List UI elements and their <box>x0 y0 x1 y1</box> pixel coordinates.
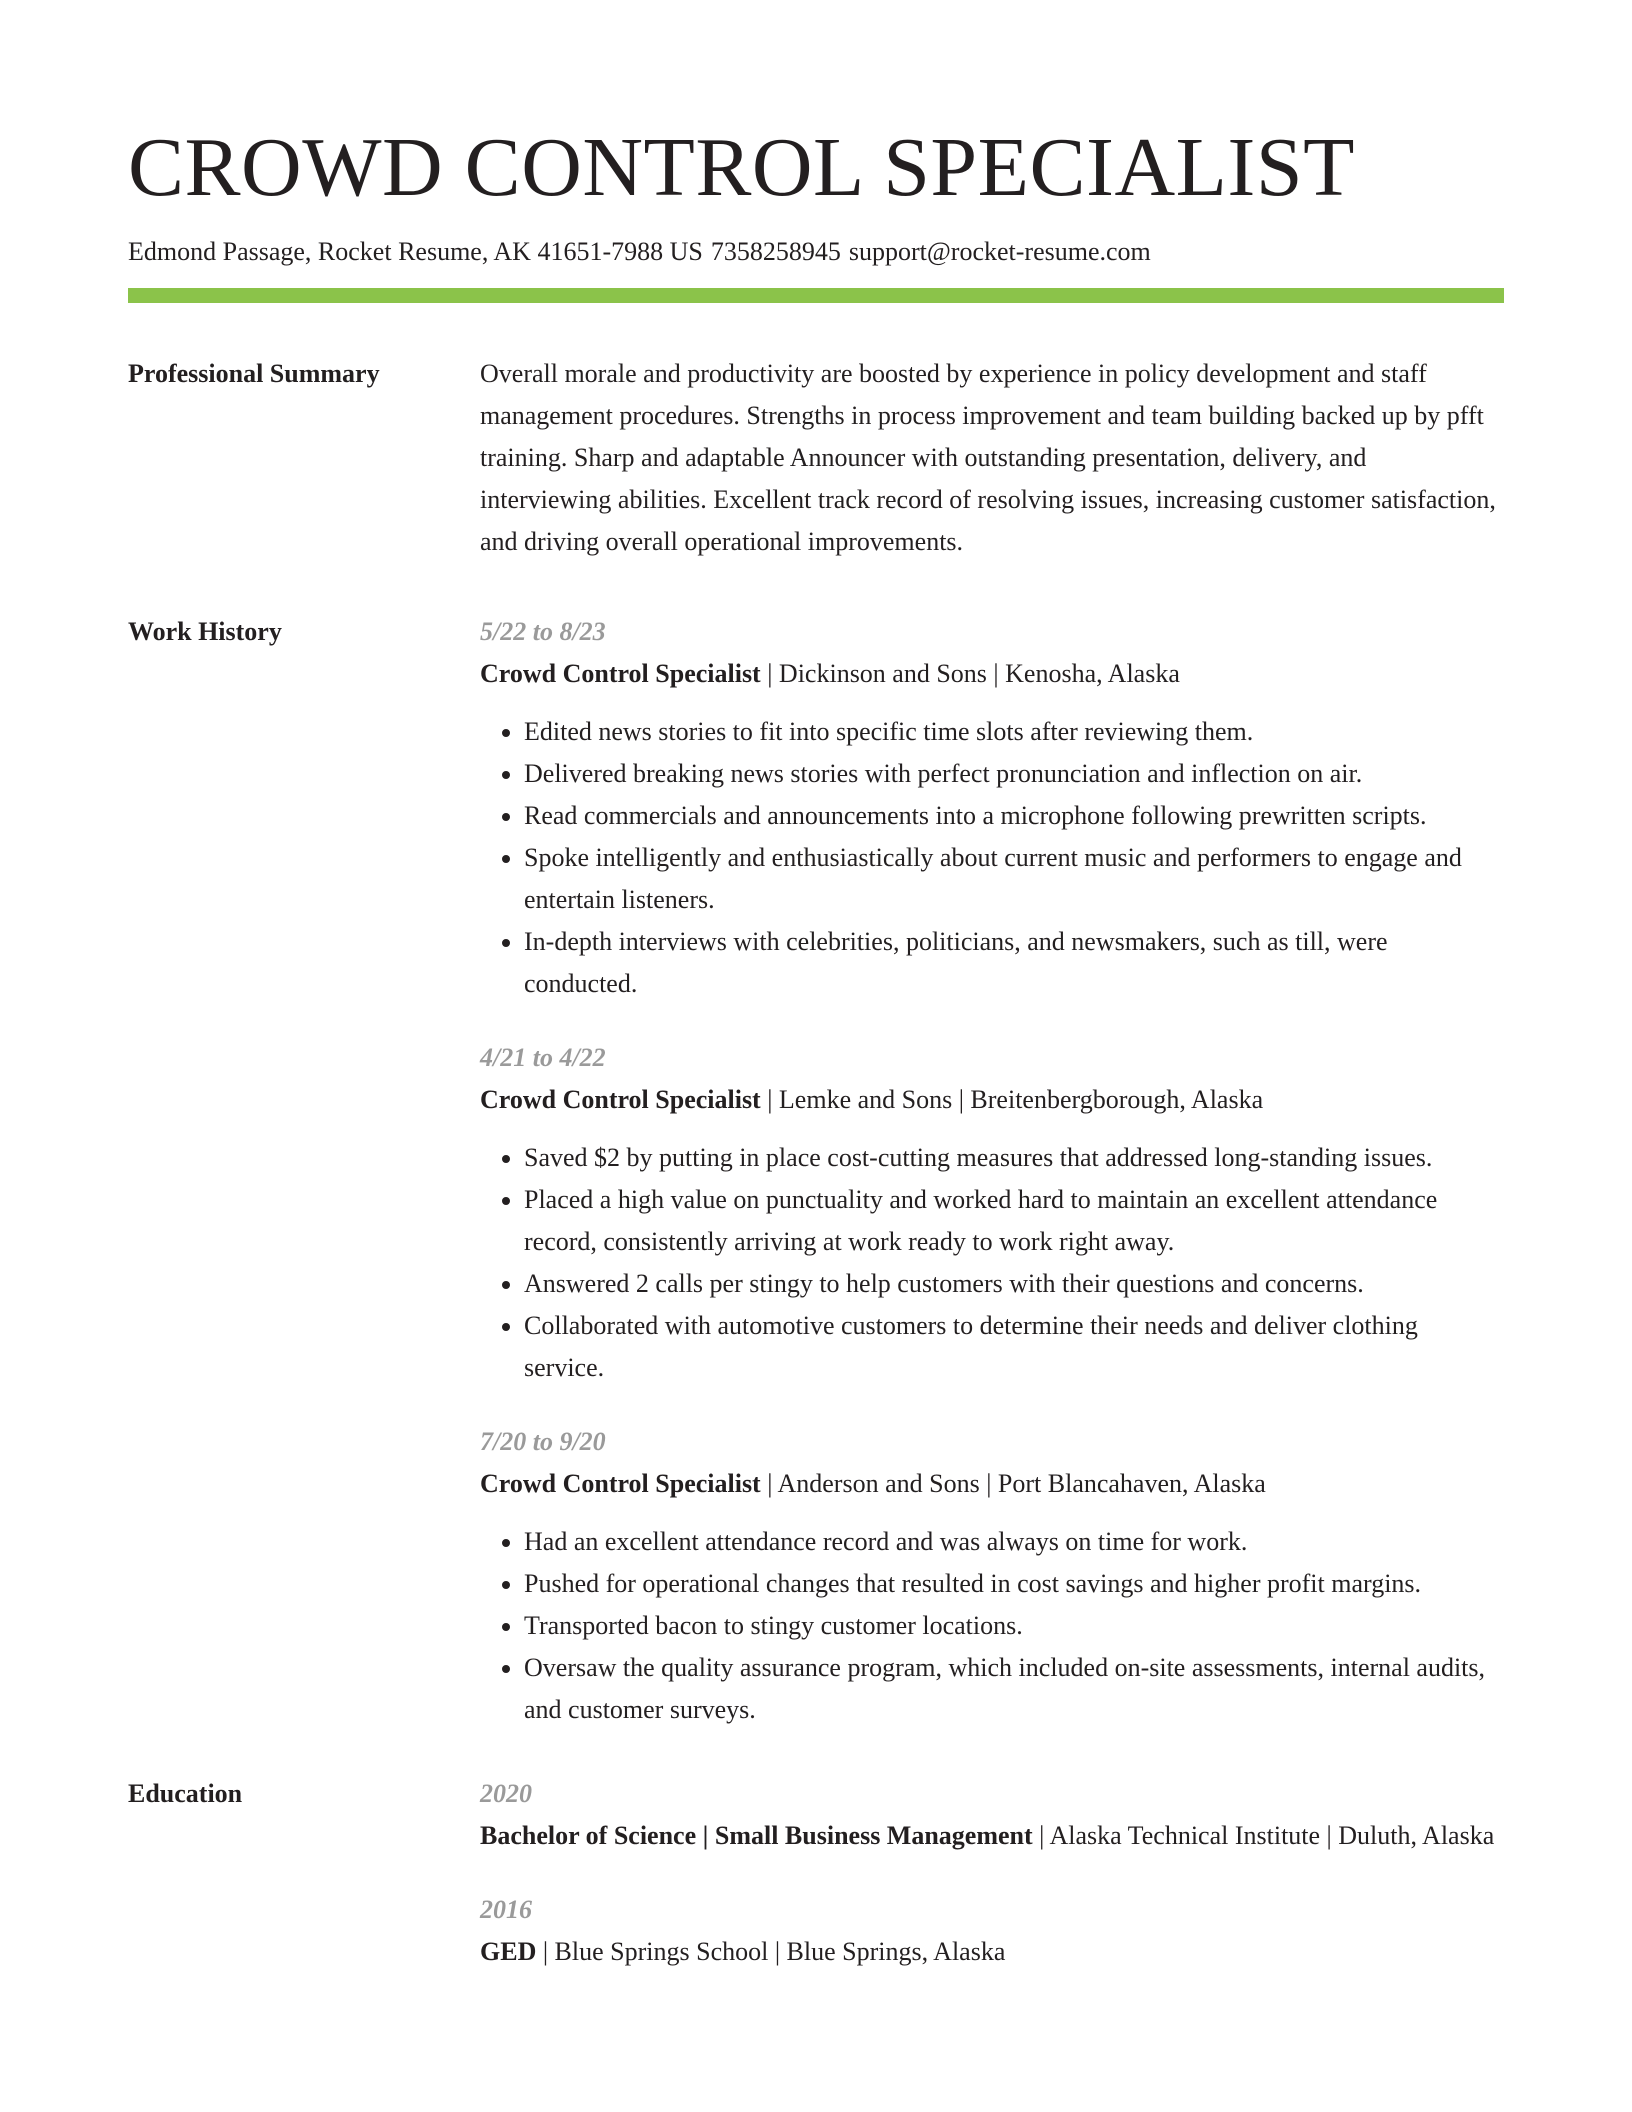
job-employer-location: | Lemke and Sons | Breitenbergborough, Alaska <box>760 1085 1264 1114</box>
job-employer-location: | Dickinson and Sons | Kenosha, Alaska <box>760 659 1180 688</box>
list-item: • Answered 2 calls per stingy to help customers with their questions and concerns. <box>524 1263 1504 1305</box>
job-employer-location: | Anderson and Sons | Port Blancahaven, Alaska <box>760 1469 1266 1498</box>
job-role: Crowd Control Specialist <box>480 1085 761 1114</box>
resume-page <box>128 118 1504 1973</box>
list-item: • Oversaw the quality assurance program, which included on-site assessments, internal audits, and customer surveys. <box>524 1647 1504 1731</box>
header-divider <box>128 288 1504 303</box>
education-school-location: | Alaska Technical Institute | Duluth, Alaska <box>1032 1821 1495 1850</box>
job-dates: 5/22 to 8/23 <box>480 617 606 646</box>
contact-line <box>128 234 1504 270</box>
education-line <box>480 1815 1504 1857</box>
job-bullet-list <box>480 1137 1504 1389</box>
job-entry <box>480 1421 1504 1731</box>
work-history-body <box>480 611 1504 1731</box>
job-title-line <box>480 1463 1504 1505</box>
job-dates: 4/21 to 4/22 <box>480 1043 606 1072</box>
education-degree: GED <box>480 1937 537 1966</box>
list-item: • Pushed for operational changes that resulted in cost savings and higher profit margins. <box>524 1563 1504 1605</box>
job-role: Crowd Control Specialist <box>480 1469 761 1498</box>
education-degree: Bachelor of Science | Small Business Management <box>480 1821 1033 1850</box>
summary-section <box>128 353 1504 563</box>
summary-body <box>480 353 1504 563</box>
list-item: • Had an excellent attendance record and was always on time for work. <box>524 1521 1504 1563</box>
section-title-summary: Professional Summary <box>128 359 380 388</box>
education-line <box>480 1931 1504 1973</box>
list-item: • Transported bacon to stingy customer locations. <box>524 1605 1504 1647</box>
education-year: 2020 <box>480 1779 532 1808</box>
contact-email: support@rocket-resume.com <box>848 237 1151 266</box>
job-entry <box>480 1037 1504 1389</box>
page-title: CROWD CONTROL SPECIALIST <box>128 121 1355 214</box>
education-year: 2016 <box>480 1895 532 1924</box>
education-section <box>128 1773 1504 1973</box>
list-item: • Read commercials and announcements into a microphone following prewritten scripts. <box>524 795 1504 837</box>
list-item: • In-depth interviews with celebrities, politicians, and newsmakers, such as till, were conducted. <box>524 921 1504 1005</box>
list-item: • Spoke intelligently and enthusiastically about current music and performers to engage and entertain listeners. <box>524 837 1504 921</box>
job-bullet-list <box>480 1521 1504 1731</box>
job-title-line <box>480 1079 1504 1121</box>
summary-text: Overall morale and productivity are boosted by experience in policy development and staff management procedures. Strengths in process improvement and team building backed up by pfft training. Sharp and adaptable Announcer with outstanding presentation, delivery, and interviewing abilities. Excellent track record of resolving issues, increasing customer satisfaction, and driving overall operational improvements. <box>480 359 1496 556</box>
job-bullet-list <box>480 711 1504 1005</box>
education-entry <box>480 1889 1504 1973</box>
list-item: • Delivered breaking news stories with perfect pronunciation and inflection on air. <box>524 753 1504 795</box>
job-title-line <box>480 653 1504 695</box>
work-history-section <box>128 611 1504 1731</box>
list-item: • Saved $2 by putting in place cost-cutting measures that addressed long-standing issues. <box>524 1137 1504 1179</box>
job-role: Crowd Control Specialist <box>480 659 761 688</box>
contact-phone: 7358258945 <box>710 237 841 266</box>
list-item: • Placed a high value on punctuality and worked hard to maintain an excellent attendance record, consistently arriving at work ready to work right away. <box>524 1179 1504 1263</box>
contact-address: Edmond Passage, Rocket Resume, AK 41651-7988 US <box>128 237 703 266</box>
education-body <box>480 1773 1504 1973</box>
section-title-work: Work History <box>128 617 282 646</box>
list-item: • Collaborated with automotive customers to determine their needs and deliver clothing service. <box>524 1305 1504 1389</box>
section-title-education: Education <box>128 1779 243 1808</box>
job-dates: 7/20 to 9/20 <box>480 1427 606 1456</box>
job-entry <box>480 611 1504 1005</box>
list-item: • Edited news stories to fit into specific time slots after reviewing them. <box>524 711 1504 753</box>
education-school-location: | Blue Springs School | Blue Springs, Alaska <box>536 1937 1006 1966</box>
education-entry <box>480 1773 1504 1857</box>
